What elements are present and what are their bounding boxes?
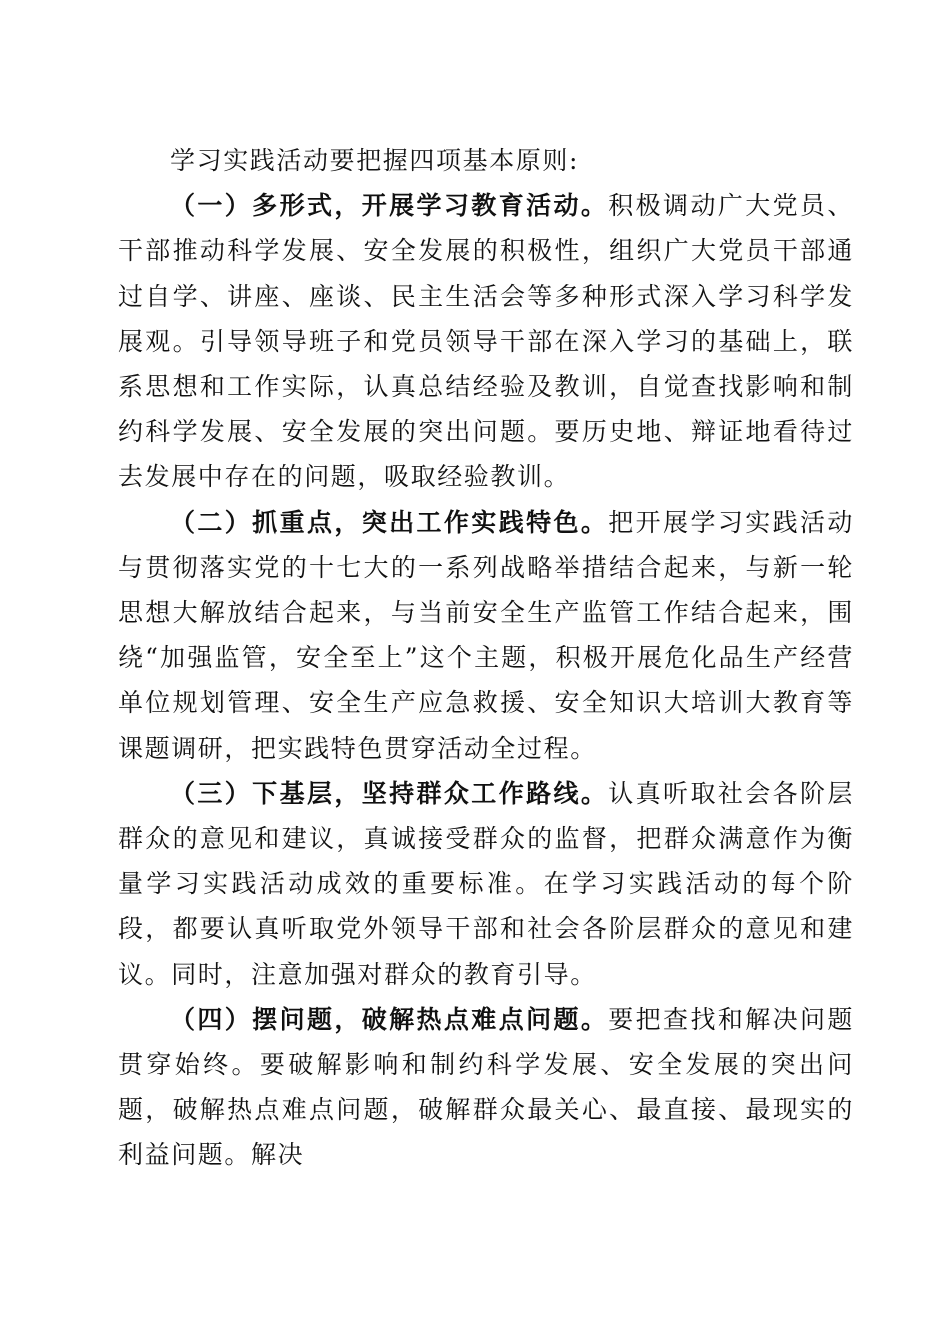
- principle-body-2: 把开展学习实践活动与贯彻落实党的十七大的一系列战略举措结合起来，与新一轮思想大解放结合起来，与当前安全生产监管工作结合起来，围绕“加强监管，安全至上”这个主题，积极开展危化品生产经营单位规划管理、安全生产应急救援、安全知识大培训大教育等课题调研，把实践特色贯穿活动全过程。: [118, 507, 854, 763]
- principle-body-4: 要把查找和解决问题贯穿始终。要破解影响和制约科学发展、安全发展的突出问题，破解热点难点问题，破解群众最关心、最直接、最现实的利益问题。解决: [118, 1004, 854, 1170]
- principle-body-3: 认真听取社会各阶层群众的意见和建议，真诚接受群众的监督，把群众满意作为衡量学习实践活动成效的重要标准。在学习实践活动的每个阶段，都要认真听取党外领导干部和社会各阶层群众的意见和建议。同时，注意加强对群众的教育引导。: [118, 778, 854, 989]
- principle-heading-1: （一）多形式，开展学习教育活动。: [170, 191, 609, 221]
- principle-heading-3: （三）下基层，坚持群众工作路线。: [170, 778, 609, 808]
- principle-heading-4: （四）摆问题，破解热点难点问题。: [170, 1004, 609, 1034]
- principle-heading-2: （二）抓重点，突出工作实践特色。: [170, 507, 609, 537]
- principle-paragraph-1: [118, 183, 854, 499]
- principle-paragraph-2: [118, 500, 854, 771]
- document-page: [118, 138, 854, 1178]
- principle-body-1: 积极调动广大党员、干部推动科学发展、安全发展的积极性，组织广大党员干部通过自学、讲座、座谈、民主生活会等多种形式深入学习科学发展观。引导领导班子和党员领导干部在深入学习的基础上，联系思想和工作实际，认真总结经验及教训，自觉查找影响和制约科学发展、安全发展的突出问题。要历史地、辩证地看待过去发展中存在的问题，吸取经验教训。: [118, 191, 854, 492]
- principle-paragraph-4: [118, 997, 854, 1178]
- intro-paragraph: 学习实践活动要把握四项基本原则:: [170, 146, 580, 175]
- principle-paragraph-3: [118, 771, 854, 997]
